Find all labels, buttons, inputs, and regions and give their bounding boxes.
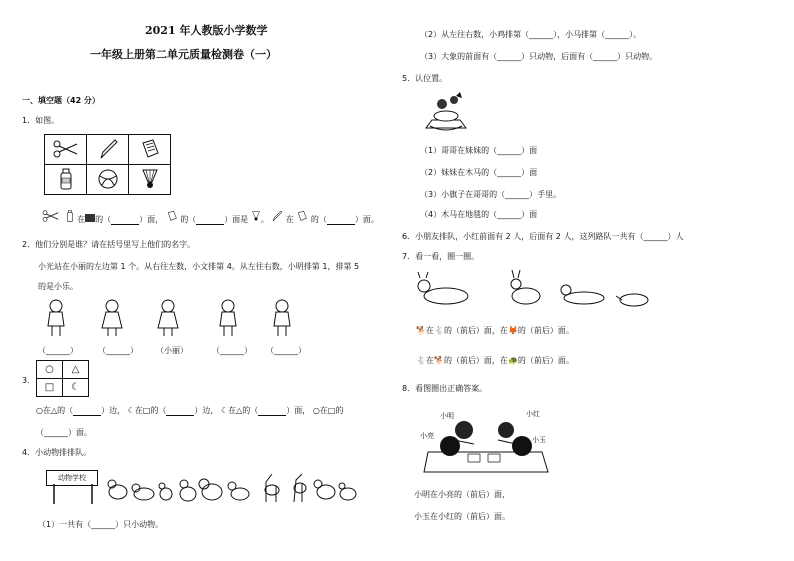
q5-label: 5．认位置。 bbox=[402, 74, 448, 83]
pencil-icon bbox=[87, 135, 129, 165]
child-figure-5 bbox=[274, 300, 290, 336]
q7-word: 在 bbox=[425, 356, 434, 365]
q3-word: 的（ bbox=[150, 406, 167, 415]
q7-choice-4[interactable]: 的（前后）面。 bbox=[517, 356, 574, 365]
title-line1: 2021 年人教版小学数学 bbox=[145, 24, 268, 37]
q3-blank-1[interactable] bbox=[73, 407, 101, 416]
triangle-icon: △ bbox=[50, 406, 58, 415]
section-heading: 一、填空题（42 分） bbox=[22, 96, 100, 105]
q1-word: 的（ bbox=[310, 215, 327, 224]
q1-word: ）面。 bbox=[354, 215, 379, 224]
sign-posts bbox=[50, 484, 96, 506]
q3-blank-3[interactable] bbox=[258, 407, 286, 416]
q3-word: 在 bbox=[42, 406, 51, 415]
q8-name-xiaoliang: 小亮 bbox=[420, 432, 434, 440]
q2-answer-4[interactable]: （______） bbox=[212, 346, 252, 355]
child-figure-2 bbox=[102, 300, 122, 336]
q7-choice-2[interactable]: 的（前后）面。 bbox=[517, 326, 574, 335]
q4-sub1[interactable]: （1）一共有（______）只小动物。 bbox=[38, 520, 164, 529]
q4-sub2[interactable]: （2）从左往右数，小鸡排第（______），小马排第（______）。 bbox=[420, 30, 642, 39]
q7-choice-3[interactable]: 的（前后）面，在 bbox=[443, 356, 508, 365]
q5-item-1[interactable]: （1）哥哥在妹妹的（______）面 bbox=[420, 146, 538, 155]
moon-icon: ☾ bbox=[63, 379, 89, 397]
q3-word: 在 bbox=[134, 406, 143, 415]
triangle-icon: △ bbox=[236, 406, 243, 415]
q8-answer-2[interactable]: 小玉在小红的（前后）面。 bbox=[414, 512, 510, 521]
book-icon bbox=[166, 210, 178, 222]
q1-word: 的（ bbox=[95, 215, 112, 224]
q3-word: ）面， bbox=[286, 406, 311, 415]
animal-school-sign: 动物学校 bbox=[46, 470, 98, 486]
circle-icon: ○ bbox=[37, 361, 63, 379]
fox-icon: 🦊 bbox=[507, 326, 518, 335]
moon-icon: ☾ bbox=[127, 406, 135, 415]
q2-answer-3: （小丽） bbox=[156, 346, 188, 355]
q4-label: 4．小动物排排队。 bbox=[22, 448, 92, 457]
q2-answer-1[interactable]: （______） bbox=[38, 346, 78, 355]
q5-item-2[interactable]: （2）妹妹在木马的（______）面 bbox=[420, 168, 538, 177]
q7-choice-1[interactable]: 的（前后）面，在 bbox=[443, 326, 508, 335]
pencil-icon bbox=[271, 210, 283, 222]
q3-line2[interactable]: （______）面。 bbox=[36, 428, 92, 437]
dog-icon: 🐕 bbox=[416, 326, 426, 335]
q3-shape-grid bbox=[36, 360, 89, 397]
q3-word: 的 bbox=[335, 406, 344, 415]
q8-name-xiaoyu: 小玉 bbox=[532, 436, 546, 444]
q8-label: 8．看图圈出正确答案。 bbox=[402, 384, 488, 393]
q7-line1 bbox=[416, 326, 574, 336]
q8-name-xiaohong: 小红 bbox=[526, 410, 540, 418]
q3-word: ）边， bbox=[194, 406, 219, 415]
q3-label: 3． bbox=[22, 376, 36, 385]
triangle-icon: △ bbox=[63, 361, 89, 379]
moon-icon: ☾ bbox=[220, 406, 229, 415]
q1-word: ）面是 bbox=[224, 215, 249, 224]
q1-blank-1[interactable] bbox=[111, 216, 139, 225]
q3-line1 bbox=[36, 406, 343, 416]
book-icon bbox=[129, 135, 171, 165]
q6-text[interactable]: 6．小朋友排队，小红前面有 2 人，后面有 2 人，这列路队一共有（______）人 bbox=[402, 232, 684, 241]
child-figure-3 bbox=[158, 300, 178, 336]
q1-blank-2[interactable] bbox=[196, 216, 224, 225]
q2-answer-5[interactable]: （______） bbox=[266, 346, 306, 355]
child-figure-4 bbox=[220, 300, 236, 336]
q8-answer-1[interactable]: 小明在小亮的（前后）面， bbox=[414, 490, 510, 499]
child-figure-1 bbox=[48, 300, 64, 336]
q2-answer-2[interactable]: （______） bbox=[98, 346, 138, 355]
scissors-icon bbox=[45, 135, 87, 165]
q2-text1: 小光站在小丽的左边第 1 个。从右往左数，小文排第 4。从左往右数，小明排第 1，排第 5 bbox=[38, 262, 360, 271]
q4-sub3[interactable]: （3）大象的前面有（______）只动物，后面有（______）只动物。 bbox=[420, 52, 658, 61]
q5-item-4[interactable]: （4）木马在地毯的（______）面 bbox=[420, 210, 538, 219]
q1-word: 。 bbox=[260, 215, 269, 224]
shuttlecock-icon bbox=[251, 210, 261, 222]
square-icon: □ bbox=[37, 379, 63, 397]
turtle-icon: 🐢 bbox=[507, 356, 518, 365]
title-line2: 一年级上册第二单元质量检测卷（一） bbox=[90, 48, 277, 61]
rabbit-icon: 🐇 bbox=[416, 356, 426, 365]
shuttlecock-icon bbox=[129, 165, 171, 195]
q7-animal-race-picture bbox=[416, 272, 656, 314]
q7-label: 7．看一看，圈一圈。 bbox=[402, 252, 480, 261]
grid-square-icon bbox=[85, 214, 95, 222]
q2-label: 2．他们分别是谁？请在括号里写上他们的名字。 bbox=[22, 240, 196, 249]
q8-name-xiaoming: 小明 bbox=[440, 412, 454, 420]
book-icon bbox=[296, 210, 308, 222]
rabbit-icon: 🐇 bbox=[433, 326, 444, 335]
q1-word: ）面， bbox=[139, 215, 164, 224]
q3-word: 在 bbox=[228, 406, 237, 415]
q3-blank-2[interactable] bbox=[166, 407, 194, 416]
dog-icon: 🐕 bbox=[433, 356, 444, 365]
classroom-picture bbox=[424, 418, 548, 476]
ball-icon bbox=[87, 165, 129, 195]
q5-item-3[interactable]: （3）小旗子在哥哥的（______）手里。 bbox=[420, 190, 562, 199]
q2-text2: 的是小乐。 bbox=[38, 282, 78, 291]
bottle-icon bbox=[65, 210, 75, 222]
q1-word: 在 bbox=[77, 215, 86, 224]
q1-picture-grid bbox=[44, 134, 171, 195]
scissors-icon bbox=[40, 210, 62, 222]
q1-blank-3[interactable] bbox=[327, 216, 355, 225]
q1-word: 在 bbox=[285, 215, 294, 224]
circle-icon: ○ bbox=[36, 406, 43, 415]
bottle-icon bbox=[45, 165, 87, 195]
q1-label: 1．如图。 bbox=[22, 116, 60, 125]
q2-children-row bbox=[42, 298, 302, 340]
q7-word: 在 bbox=[425, 326, 434, 335]
rocking-horse-picture bbox=[424, 94, 468, 134]
q3-word: 的（ bbox=[57, 406, 74, 415]
q4-animal-row bbox=[104, 472, 354, 508]
square-icon: □ bbox=[142, 406, 151, 415]
q3-word: 在 bbox=[319, 406, 328, 415]
circle-icon: ○ bbox=[312, 406, 320, 415]
q3-word: 的（ bbox=[242, 406, 259, 415]
animal-figure bbox=[108, 474, 356, 502]
square-icon: □ bbox=[327, 406, 336, 415]
q7-line2 bbox=[416, 356, 574, 366]
q1-word: 的（ bbox=[180, 215, 197, 224]
q1-answer-line bbox=[40, 210, 379, 225]
q3-word: ）边， bbox=[101, 406, 126, 415]
